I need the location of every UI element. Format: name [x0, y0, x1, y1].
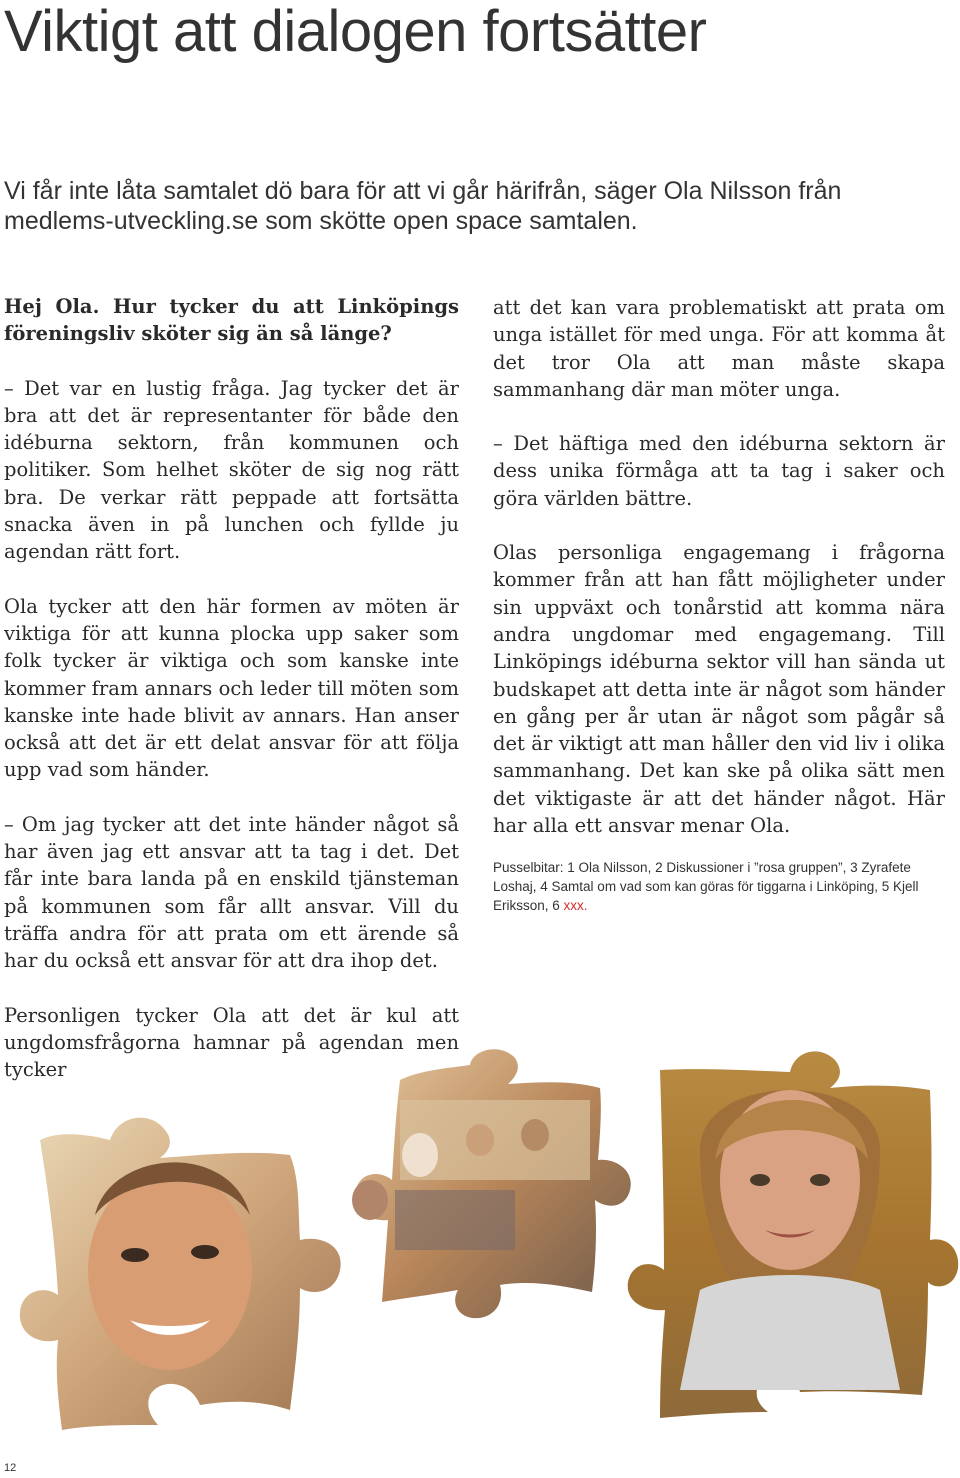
paragraph: att det kan vara problematiskt att prata om unga istället för med unga. För att komma åt det tror Ola att man måste skapa sammanhang där man möter unga. — [493, 296, 945, 401]
puzzle-piece-1 — [20, 1118, 341, 1430]
paragraph: – Det var en lustig fråga. Jag tycker det är bra att det är representanter för både den idéburna sektorn, från kommunen och politiker. Som helhet sköter de sig nog rätt bra. De verkar rätt peppade att fortsätta snacka även in på lunchen och fyllde ju agendan rätt fort. — [4, 376, 459, 564]
paragraph: Personligen tycker Ola att det är kul att ungdomsfrågorna hamnar på agendan men tycker — [4, 1003, 459, 1082]
paragraph: – Det häftiga med den idéburna sektorn är dess unika förmåga att ta tag i saker och göra världen bättre. — [493, 432, 945, 510]
paragraph: Olas personliga engagemang i frågorna kommer från att han fått möjligheter under sin uppväxt och tonårstid att komma nära andra ungdomar med engagemang. Till Linköpings idéburna sektor vill han sända ut budskapet att detta inte är något som händer en gång per år utan är något som pågår så det är viktigt att man håller den vid liv i olika sammanhang. Det kan ske på olika sätt men det viktigaste är att det händer något. Här har alla ett ansvar menar Ola. — [493, 541, 945, 838]
paragraph: Ola tycker att den här formen av möten är viktiga för att kunna plocka upp saker som folk tycker är viktiga och som kanske inte kommer fram annars och leder till möten som kanske inte hade blivit av annars. Han anser också att det är ett delat ansvar för att följa upp vad som händer. — [4, 594, 459, 782]
photo-caption — [493, 858, 945, 915]
puzzle-piece-3 — [628, 1051, 959, 1418]
puzzle-photos — [0, 1040, 960, 1460]
paragraph: – Om jag tycker att det inte händer något så har även jag ett ansvar att ta tag i det. Det får inte bara landa på en enskild tjänsteman på kommunen som får allt ansvar. Vill du träffa andra för att prata om ett ärende så har du också ett ansvar för att dra ihop det. — [4, 812, 459, 973]
column-right — [493, 294, 945, 915]
column-left — [4, 293, 459, 1110]
page-title: Viktigt att dialogen fortsätter — [4, 0, 707, 64]
caption-text: Pusselbitar: 1 Ola Nilsson, 2 Diskussioner i ”rosa gruppen”, 3 Zyrafete Loshaj, 4 Samtal om vad som kan göras för tiggarna i Linköping, 5 Kjell Eriksson, 6 — [493, 860, 919, 914]
ingress: Vi får inte låta samtalet dö bara för att vi går härifrån, säger Ola Nilsson från medlems-utveckling.se som skötte open space samtalen. — [4, 177, 842, 235]
puzzle-piece-2 — [352, 1049, 631, 1318]
interview-question: Hej Ola. Hur tycker du att Linköpings föreningsliv sköter sig än så länge? — [4, 295, 459, 346]
page-number: 12 — [4, 1462, 17, 1474]
caption-highlight: xxx. — [563, 898, 588, 914]
